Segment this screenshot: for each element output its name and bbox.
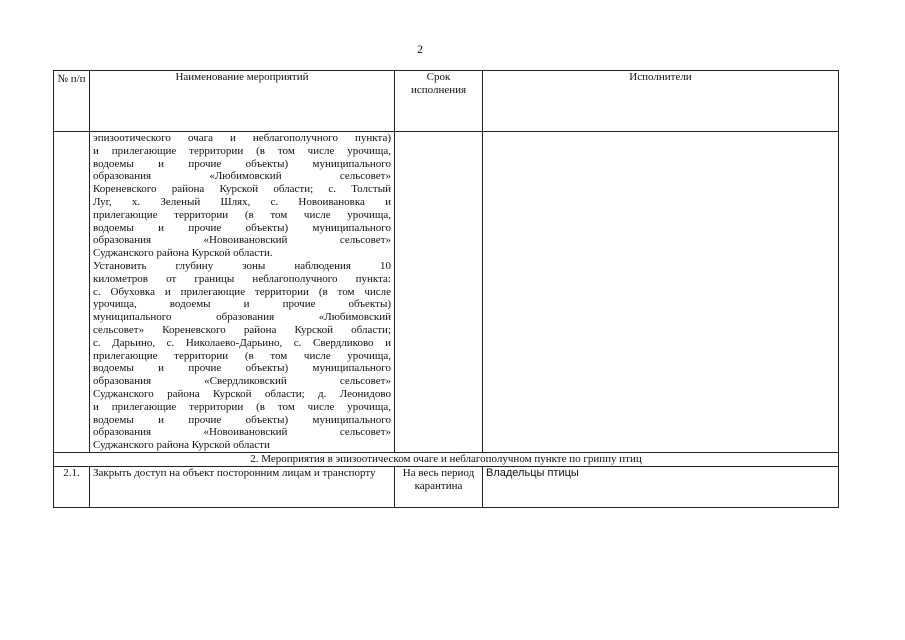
continuation-line: муниципального образования «Любимовский: [93, 311, 391, 324]
continuation-line: образования «Любимовский сельсовет»: [93, 170, 391, 183]
continuation-line: урочища, водоемы и прочие объекты): [93, 298, 391, 311]
measures-table: [53, 70, 839, 508]
table-header-row: [54, 71, 839, 132]
continuation-line: с. Обуховка и прилегающие территории (в том числе: [93, 285, 391, 298]
continuation-line: Луг, х. Зеленый Шлях, с. Новоивановка и: [93, 195, 391, 208]
continuation-line: эпизоотического очага и неблагополучного пункта): [93, 132, 391, 144]
row-term: На весь период карантина: [395, 466, 483, 507]
continuation-line: водоемы и прочие объекты) муниципального: [93, 362, 391, 375]
cell-executors-empty: [483, 132, 839, 453]
continuation-line: с. Дарьино, с. Николаево-Дарьино, с. Свердликово и: [93, 336, 391, 349]
continuation-line: образования «Свердликовский сельсовет»: [93, 375, 391, 388]
continuation-line: прилегающие территории (в том числе урочища,: [93, 349, 391, 362]
continuation-line: Установить глубину зоны наблюдения 10: [93, 259, 391, 272]
continuation-line: водоемы и прочие объекты) муниципального: [93, 221, 391, 234]
header-name: Наименование мероприятий: [90, 71, 395, 132]
row-name: Закрыть доступ на объект посторонним лицам и транспорту: [90, 466, 395, 507]
continuation-line: сельсовет» Кореневского района Курской области;: [93, 323, 391, 336]
continuation-line: Суджанского района Курской области.: [93, 247, 273, 260]
section-heading-row: [54, 452, 839, 466]
header-term: Срок исполнения: [395, 71, 483, 132]
continuation-line: Суджанского района Курской области; д. Леонидово: [93, 387, 391, 400]
cell-term-empty: [395, 132, 483, 453]
continuation-line: Кореневского района Курской области; с. Толстый: [93, 183, 391, 196]
continuation-line: и прилегающие территории (в том числе урочища,: [93, 144, 391, 157]
section-title: 2. Мероприятия в эпизоотическом очаге и неблагополучном пункте по гриппу птиц: [54, 452, 839, 466]
table-row-continuation: [54, 132, 839, 453]
continuation-line: и прилегающие территории (в том числе урочища,: [93, 400, 391, 413]
continuation-line: километров от границы неблагополучного пункта:: [93, 272, 391, 285]
continuation-text: [90, 132, 395, 453]
page-number: 2: [417, 42, 423, 56]
row-num: 2.1.: [54, 466, 90, 507]
continuation-line: образования «Новоивановский сельсовет»: [93, 234, 391, 247]
cell-num-empty: [54, 132, 90, 453]
header-num: № п/п: [54, 71, 90, 132]
continuation-line: водоемы и прочие объекты) муниципального: [93, 413, 391, 426]
continuation-line: прилегающие территории (в том числе урочища,: [93, 208, 391, 221]
continuation-line: Суджанского района Курской области: [93, 439, 270, 452]
continuation-line: водоемы и прочие объекты) муниципального: [93, 157, 391, 170]
continuation-line: образования «Новоивановский сельсовет»: [93, 426, 391, 439]
row-executors: Владельцы птицы: [483, 466, 839, 507]
header-executors: Исполнители: [483, 71, 839, 132]
table-row: [54, 466, 839, 507]
